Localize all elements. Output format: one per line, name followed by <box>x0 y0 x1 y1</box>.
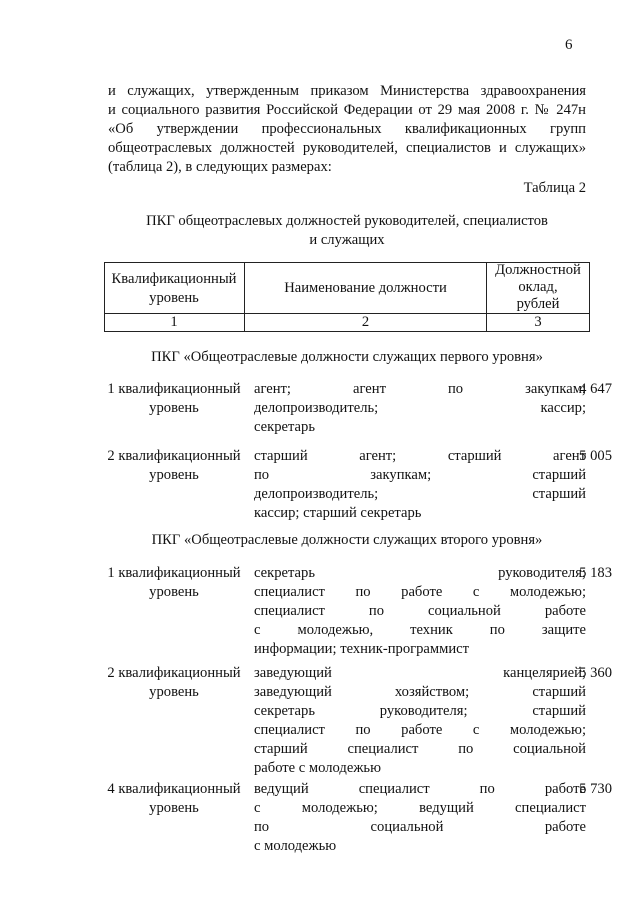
position-line: секретарь руководителя; <box>254 565 586 581</box>
intro-line: общеотраслевых должностей руководителей, специалистов и служащих» <box>108 140 586 156</box>
level-cell <box>104 447 244 485</box>
header-num: 1 <box>170 314 178 330</box>
position-line: по социальной работе <box>254 819 586 835</box>
position-line: ведущий специалист по работе <box>254 781 586 797</box>
position-line: старший специалист по социальной <box>254 741 586 757</box>
header-text: уровень <box>149 290 199 306</box>
header-num: 2 <box>361 314 370 330</box>
page-number: 6 <box>565 37 573 53</box>
intro-line: (таблица 2), в следующих размерах: <box>108 159 332 175</box>
position-line: делопроизводитель; старший <box>254 486 586 502</box>
salary-cell: 4 647 <box>579 381 612 397</box>
level-text: 4 квалификационный <box>107 781 241 797</box>
level-cell <box>104 664 244 702</box>
position-line: информации; техник-программист <box>254 641 470 657</box>
position-line: кассир; старший секретарь <box>254 505 422 521</box>
level-cell <box>104 564 244 602</box>
position-line: заведующий канцелярией; <box>254 665 586 681</box>
table-label: Таблица 2 <box>523 180 586 196</box>
level-text: 2 квалификационный <box>107 448 241 464</box>
position-line: с молодежью, техник по защите <box>254 622 586 638</box>
position-line: по закупкам; старший <box>254 467 586 483</box>
salary-cell: 5 730 <box>579 781 612 797</box>
table-header <box>104 262 590 332</box>
position-line: специалист по работе с молодежью; <box>254 722 586 738</box>
position-line: заведующий хозяйством; старший <box>254 684 586 700</box>
position-line: агент; агент по закупкам; <box>254 381 586 397</box>
table-title-line: и служащих <box>309 232 385 248</box>
position-line: специалист по социальной работе <box>254 603 586 619</box>
level-text: уровень <box>149 584 199 600</box>
level-text: уровень <box>149 400 199 416</box>
position-line: специалист по работе с молодежью; <box>254 584 586 600</box>
position-line: старший агент; старший агент <box>254 448 586 464</box>
header-text: Должностной <box>495 262 581 278</box>
header-text: рублей <box>516 296 560 312</box>
level-cell <box>104 380 244 418</box>
position-line: делопроизводитель; кассир; <box>254 400 586 416</box>
position-line: работе с молодежью <box>254 760 381 776</box>
header-bottom-border <box>104 331 590 332</box>
intro-paragraph <box>108 82 586 177</box>
position-line: с молодежью; ведущий специалист <box>254 800 586 816</box>
intro-line: и служащих, утвержденным приказом Министерства здравоохранения <box>108 83 586 99</box>
header-text: оклад, <box>518 279 558 295</box>
header-col3 <box>487 262 589 313</box>
salary-cell: 5 005 <box>579 448 612 464</box>
position-line: с молодежью <box>254 838 337 854</box>
table-title-line: ПКГ общеотраслевых должностей руководителей, специалистов <box>146 213 548 229</box>
level-text: 2 квалификационный <box>107 665 241 681</box>
position-line: секретарь <box>254 419 315 435</box>
header-right-border <box>589 262 590 332</box>
level-text: уровень <box>149 467 199 483</box>
section-title: ПКГ «Общеотраслевые должности служащих первого уровня» <box>151 349 543 365</box>
level-text: уровень <box>149 800 199 816</box>
header-col2: Наименование должности <box>284 280 447 296</box>
salary-cell: 5 183 <box>579 565 612 581</box>
salary-cell: 5 360 <box>579 665 612 681</box>
header-col1 <box>104 270 244 308</box>
intro-line: и социального развития Российской Федерации от 29 мая 2008 г. № 247н <box>108 102 586 118</box>
section-title: ПКГ «Общеотраслевые должности служащих второго уровня» <box>151 532 543 548</box>
position-line: секретарь руководителя; старший <box>254 703 586 719</box>
header-num: 3 <box>534 314 542 330</box>
level-text: уровень <box>149 684 199 700</box>
header-text: Квалификационный <box>111 271 237 287</box>
level-cell <box>104 780 244 818</box>
table-title <box>108 212 586 250</box>
level-text: 1 квалификационный <box>107 381 241 397</box>
intro-line: «Об утверждении профессиональных квалификационных групп <box>108 121 586 137</box>
level-text: 1 квалификационный <box>107 565 241 581</box>
